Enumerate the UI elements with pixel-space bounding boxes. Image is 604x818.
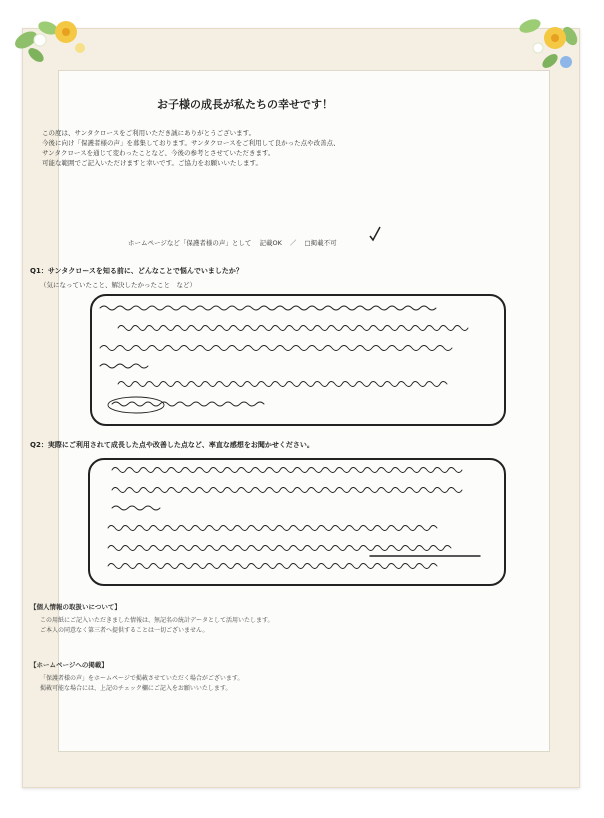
check-mark-icon [368,226,382,242]
publish-divider: ／ [289,239,297,247]
publish-label: ホームページなど「保護者様の声」として [128,239,252,247]
question-1-label: Q1：サンタクロースを知る前に、どんなことで悩んでいましたか？ [30,267,243,275]
document-title: お子様の成長が私たちの幸せです！ [157,98,333,111]
question-1-sub: （気になっていたこと、解決したかったこと など） [40,281,196,289]
homepage-heading: 【ホームページへの掲載】 [30,661,108,669]
homepage-line: 掲載可能な場合には、上記のチェック欄にご記入をお願いいたします。 [40,685,232,692]
intro-line: この度は、サンタクロースをご利用いただき誠にありがとうございます。 [42,129,256,137]
intro-line: 今後に向け「保護者様の声」を募集しております。サンタクロースをご利用して良かった点や改善点、 [42,139,340,147]
publish-option-yes[interactable]: 記載OK [259,239,282,247]
question-2-label: Q2：実際にご利用されて成長した点や改善した点など、率直な感想をお聞かせください。 [30,441,314,449]
homepage-line: 「保護者様の声」をホームページで掲載させていただく場合がございます。 [40,675,244,682]
intro-line: 可能な範囲でご記入いただけますと幸いです。ご協力をお願いいたします。 [42,159,262,167]
privacy-heading: 【個人情報の取扱いについて】 [30,603,121,611]
answer-box-1[interactable] [90,294,506,426]
publish-permission-row [128,238,458,247]
intro-text [42,128,454,168]
publish-option-no[interactable]: □掲載不可 [304,239,337,247]
privacy-line: この用紙にご記入いただきました情報は、無記名の統計データとして活用いたします。 [40,617,274,624]
answer-box-2[interactable] [88,458,506,586]
intro-line: サンタクロースを通じて変わったことなど、今後の参考とさせていただきます。 [42,149,275,157]
flower-decoration-left [6,10,96,70]
privacy-text [40,616,460,636]
homepage-text [40,674,460,694]
privacy-line: ご本人の同意なく第三者へ提供することは一切ございません。 [40,627,209,634]
flower-decoration-right [500,6,590,76]
